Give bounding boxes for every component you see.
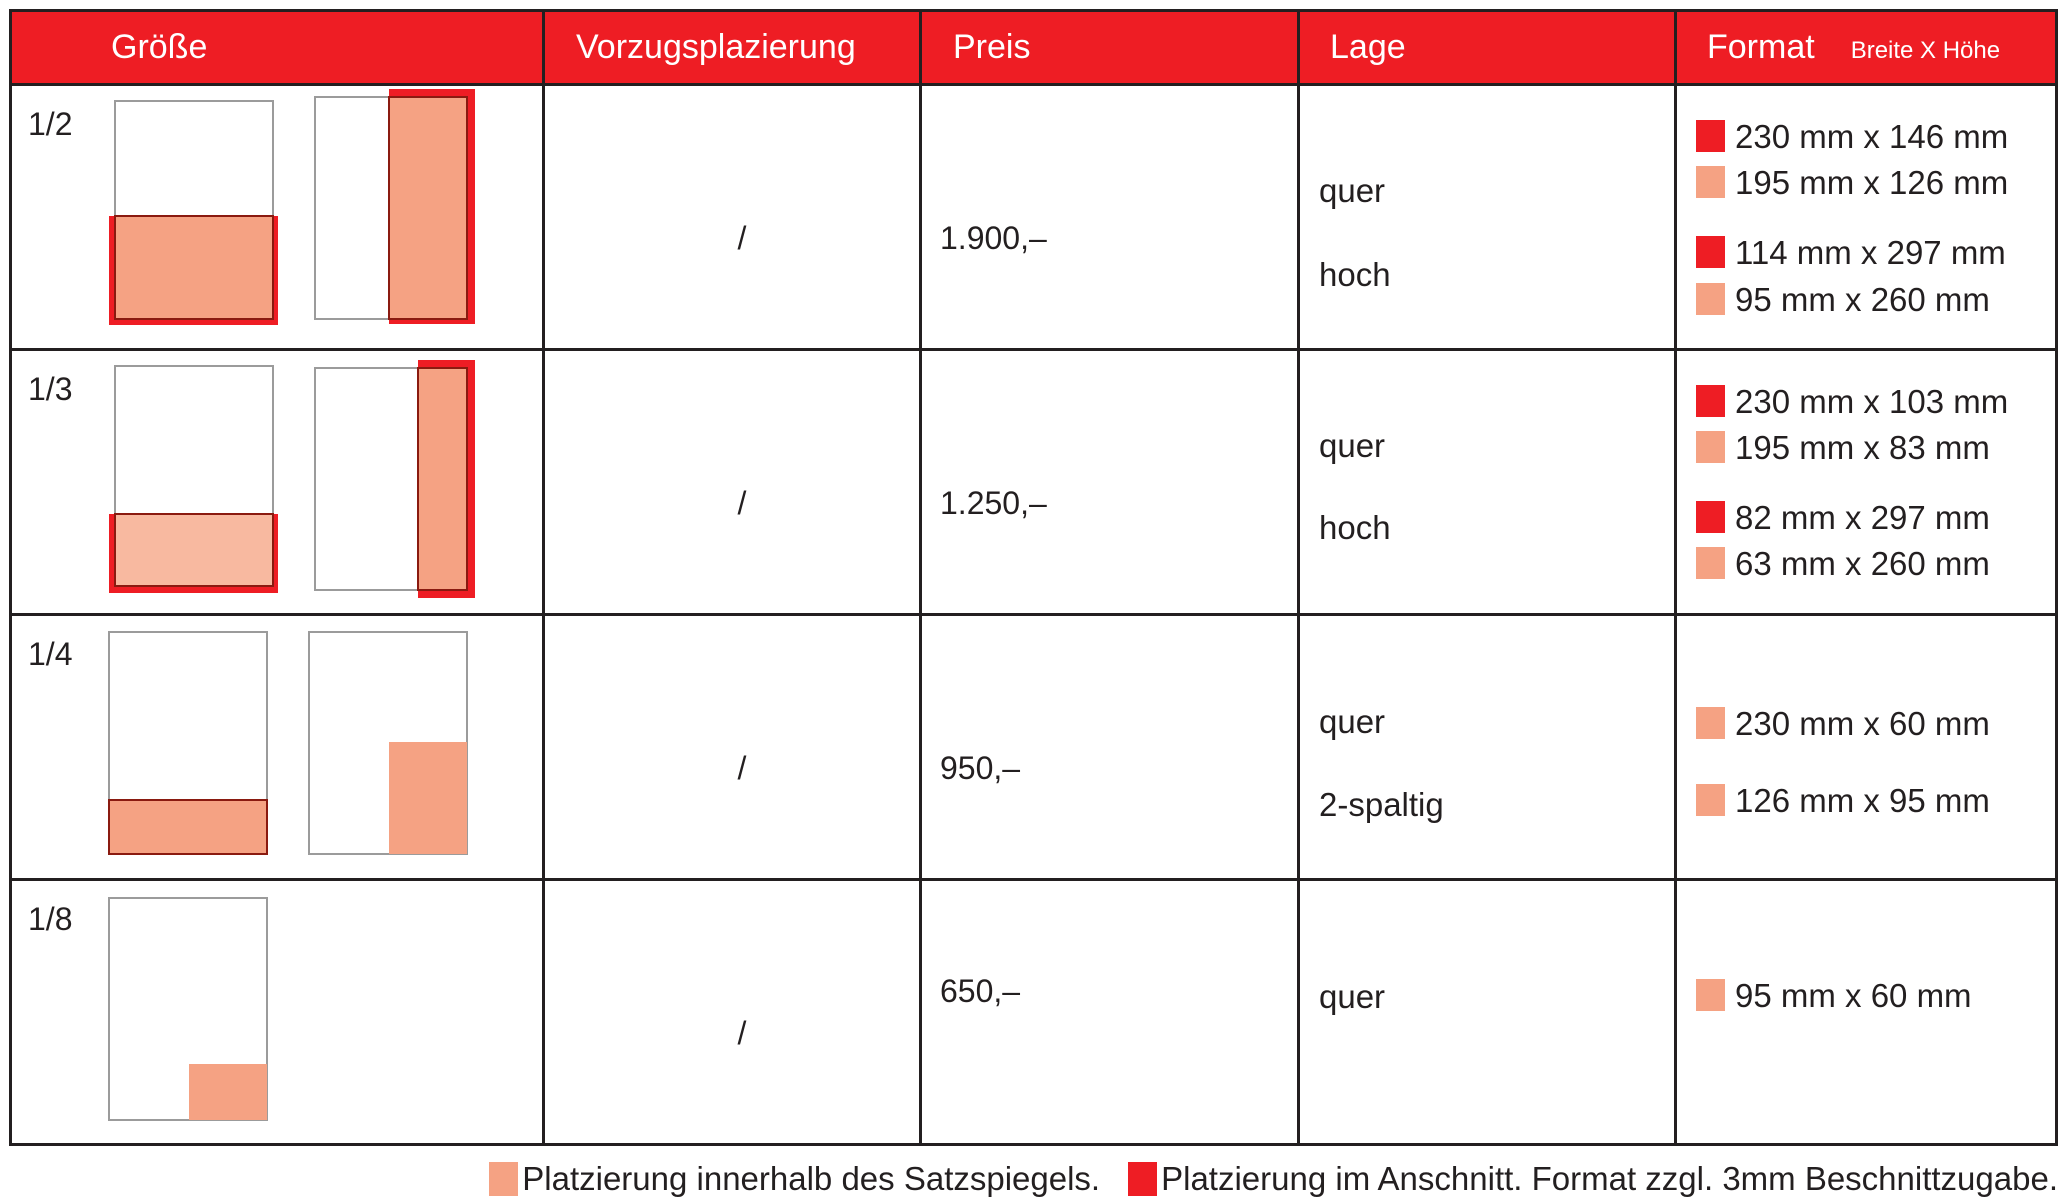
table-row	[12, 616, 2055, 878]
format-value: 195 mm x 126 mm	[1696, 164, 2008, 202]
preis-value: 1.900,–	[940, 220, 1047, 256]
satzspiegel-swatch	[1696, 547, 1725, 579]
anschnitt-swatch	[1696, 236, 1725, 268]
anschnitt-legend-swatch	[1128, 1162, 1157, 1196]
satzspiegel-swatch	[1696, 166, 1725, 198]
thumb-quarter-2spaltig	[309, 632, 479, 862]
thumb-quarter-quer	[109, 632, 279, 862]
format-value: 114 mm x 297 mm	[1696, 234, 2006, 272]
legend	[489, 1160, 2058, 1198]
vorzug-value: /	[737, 750, 747, 786]
lage-value: 2-spaltig	[1319, 786, 1444, 823]
satzspiegel-swatch	[1696, 283, 1725, 315]
price-table	[9, 9, 2058, 1146]
lage-value: quer	[1319, 172, 1386, 209]
header-preis: Preis	[953, 28, 1031, 66]
header-vorzugsplazierung: Vorzugsplazierung	[576, 28, 856, 66]
header-groesse: Größe	[111, 28, 208, 66]
thumb-half-quer	[109, 95, 289, 335]
lage-value: quer	[1319, 703, 1386, 740]
header-format-label: Format	[1707, 28, 1815, 66]
format-value: 195 mm x 83 mm	[1696, 429, 1990, 467]
lage-value: quer	[1319, 978, 1386, 1015]
anschnitt-swatch	[1696, 385, 1725, 417]
format-value: 95 mm x 260 mm	[1696, 281, 1990, 319]
satzspiegel-legend-swatch	[489, 1162, 518, 1196]
preis-value: 650,–	[940, 973, 1021, 1009]
satzspiegel-swatch	[1696, 784, 1725, 816]
format-value: 230 mm x 60 mm	[1696, 705, 1990, 743]
legend-satzspiegel: Platzierung innerhalb des Satzspiegels.	[522, 1160, 1101, 1197]
header-format-sub: Breite X Höhe	[1850, 37, 2001, 64]
table-row	[12, 351, 2055, 613]
format-value: 230 mm x 103 mm	[1696, 383, 2008, 421]
size-label: 1/2	[28, 106, 73, 142]
lage-value: quer	[1319, 427, 1386, 464]
anschnitt-swatch	[1696, 120, 1725, 152]
format-value: 63 mm x 260 mm	[1696, 545, 1990, 583]
satzspiegel-swatch	[1696, 707, 1725, 739]
vorzug-value: /	[737, 485, 747, 521]
size-label: 1/3	[28, 371, 73, 407]
preis-value: 950,–	[940, 750, 1021, 786]
satzspiegel-swatch	[1696, 979, 1725, 1011]
thumb-half-hoch	[309, 89, 489, 339]
header-lage: Lage	[1330, 28, 1406, 66]
lage-value: hoch	[1319, 509, 1391, 546]
preis-value: 1.250,–	[940, 485, 1047, 521]
table-row	[12, 881, 2055, 1143]
table-header	[12, 12, 2055, 86]
format-value: 95 mm x 60 mm	[1696, 977, 1972, 1015]
lage-value: hoch	[1319, 256, 1391, 293]
legend-anschnitt: Platzierung im Anschnitt. Format zzgl. 3mm Beschnittzugabe.	[1161, 1160, 2058, 1197]
format-value: 126 mm x 95 mm	[1696, 782, 1990, 820]
anschnitt-swatch	[1696, 501, 1725, 533]
thumb-third-quer	[109, 360, 289, 600]
vorzug-value: /	[737, 1015, 747, 1051]
format-value: 230 mm x 146 mm	[1696, 118, 2008, 156]
format-value: 82 mm x 297 mm	[1696, 499, 1990, 537]
size-label: 1/4	[28, 636, 73, 672]
size-label: 1/8	[28, 901, 73, 937]
vorzug-value: /	[737, 220, 747, 256]
satzspiegel-swatch	[1696, 431, 1725, 463]
table-row	[12, 86, 2055, 348]
thumb-third-hoch	[309, 360, 489, 610]
header-format	[1691, 12, 2000, 83]
thumb-eighth-quer	[109, 898, 279, 1128]
